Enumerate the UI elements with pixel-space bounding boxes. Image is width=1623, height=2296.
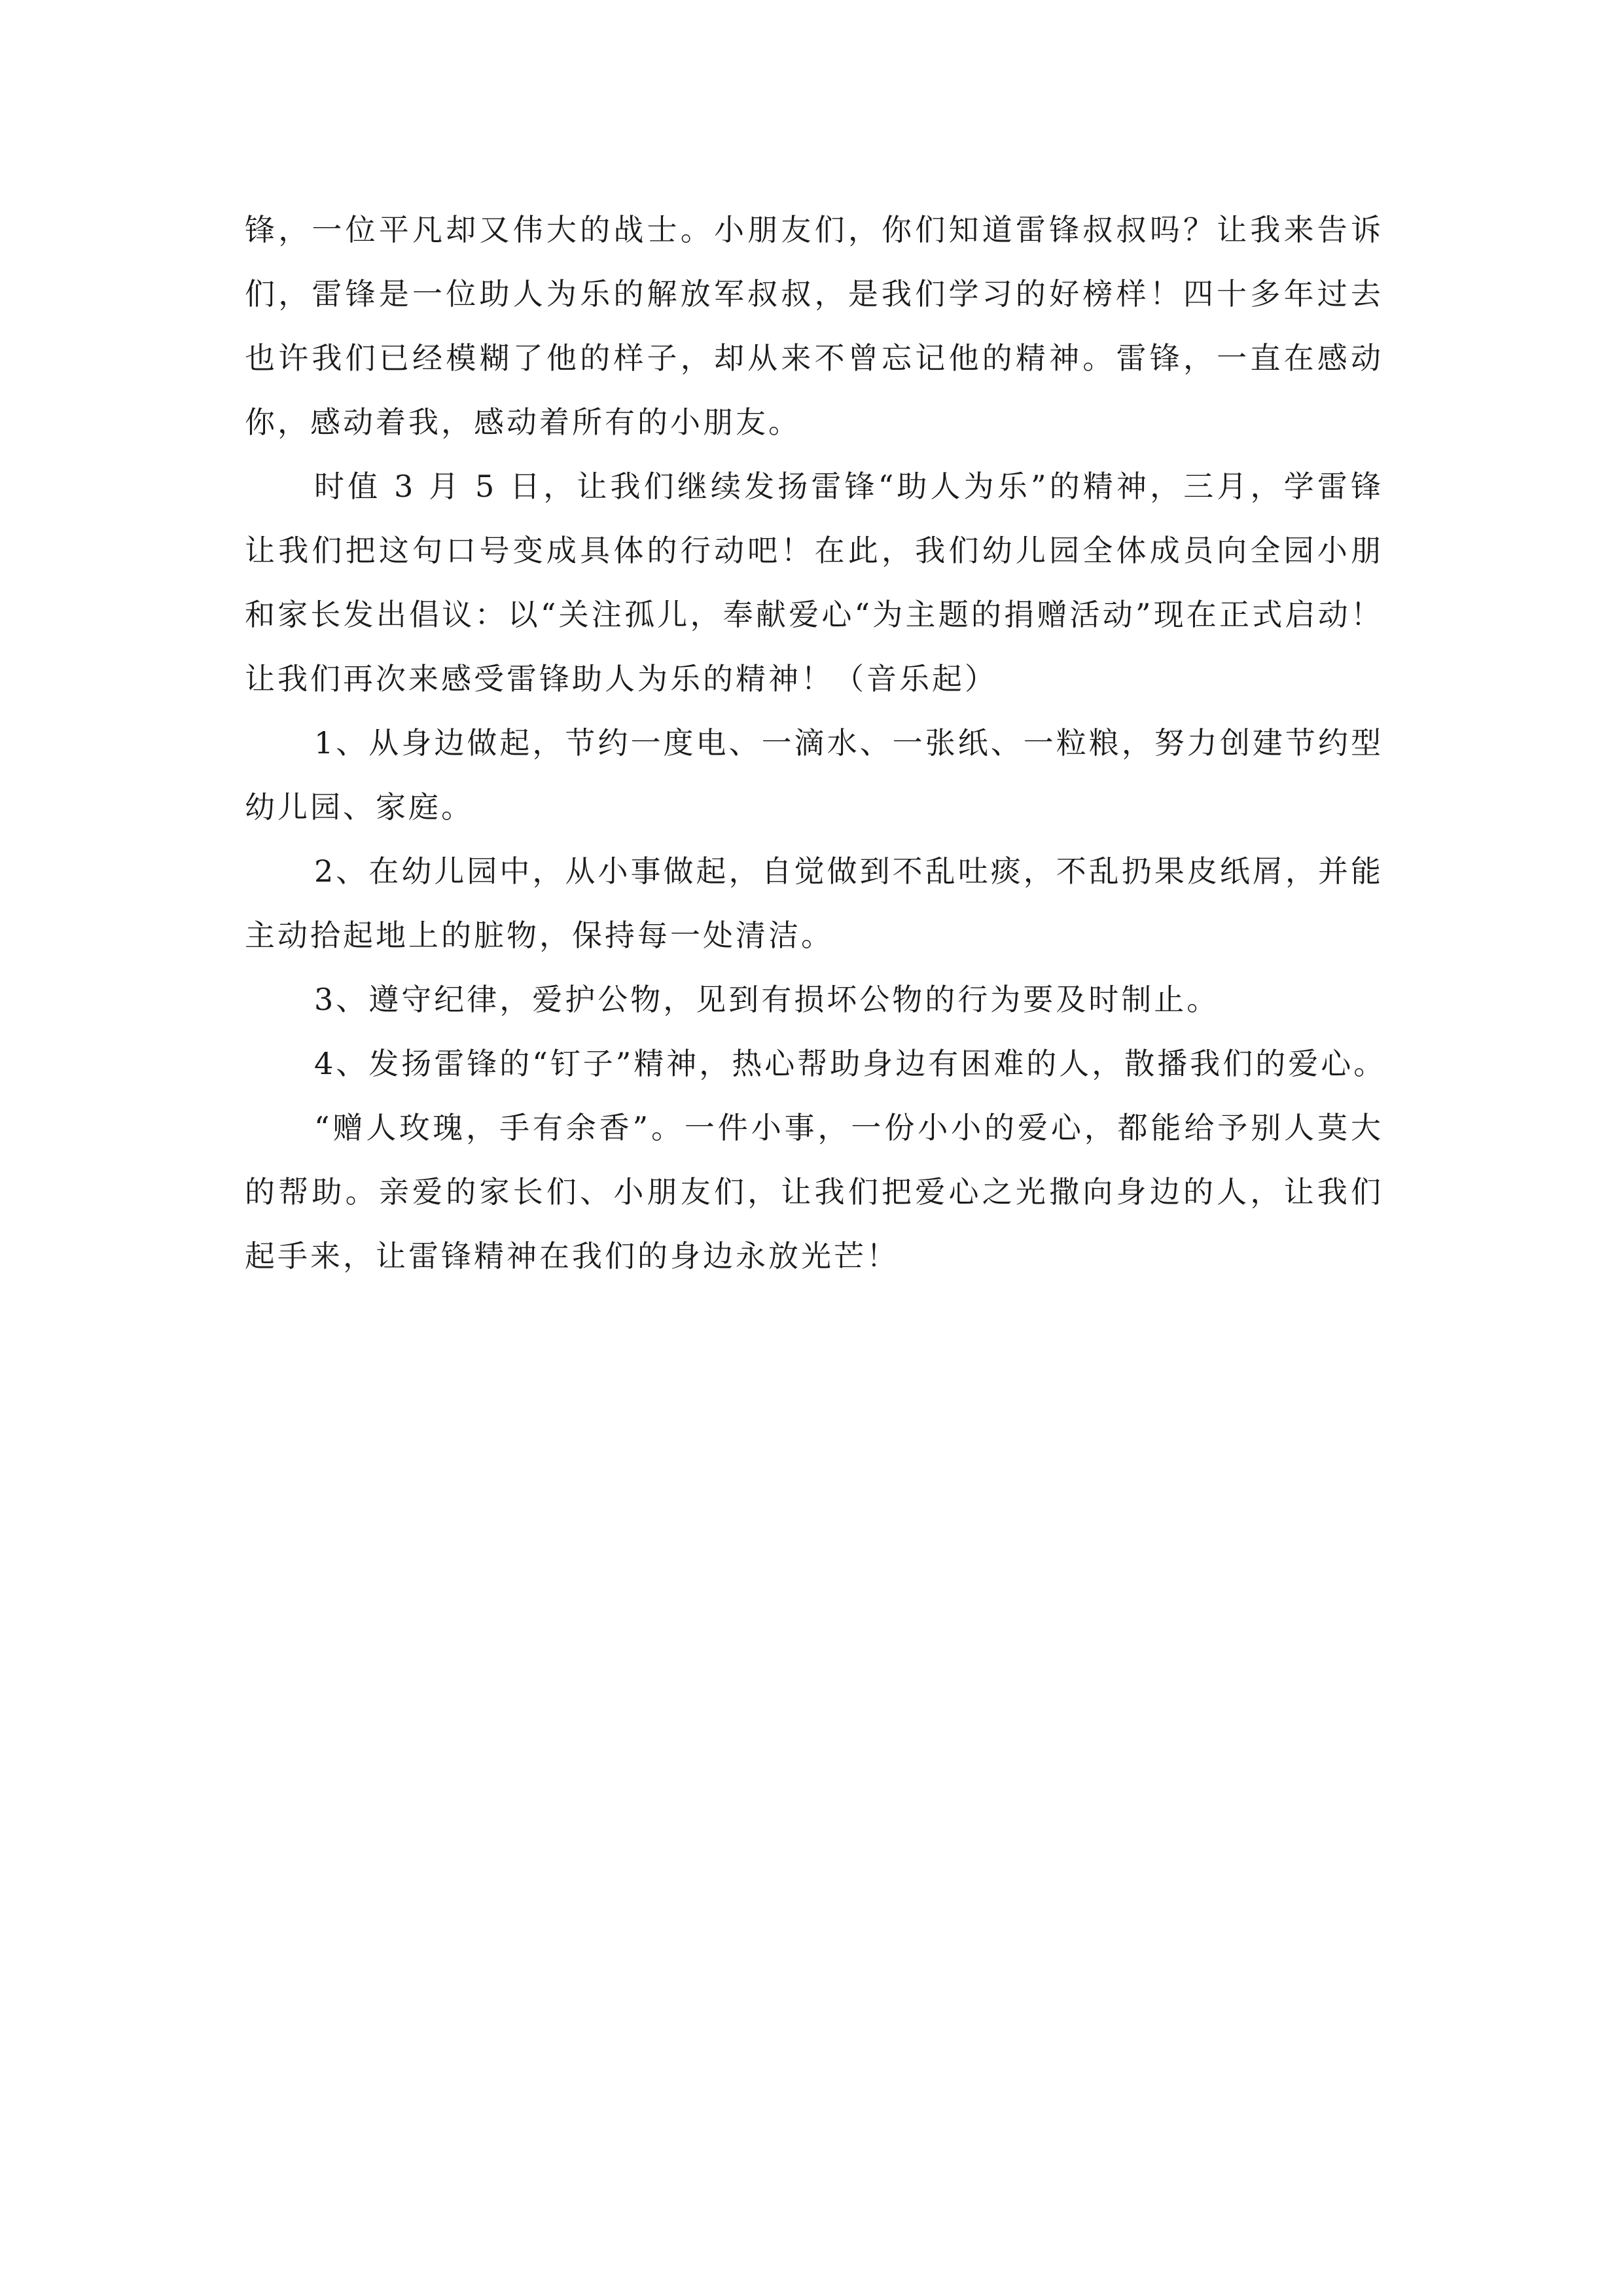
- text-line: 你，感动着我，感动着所有的小朋友。: [245, 404, 801, 440]
- text-line: 让我们把这句口号变成具体的行动吧！在此，我们幼儿园全体成员向全园小朋: [245, 533, 1383, 568]
- list-item-line: 主动拾起地上的脏物，保持每一处清洁。: [245, 918, 834, 953]
- text-line: 起手来，让雷锋精神在我们的身边永放光芒！: [245, 1238, 899, 1274]
- list-item-line: 2、在幼儿园中，从小事做起，自觉做到不乱吐痰，不乱扔果皮纸屑，并能: [314, 853, 1383, 889]
- text-line: 和家长发出倡议：以“关注孤儿，奉献爱心“为主题的捐赠活动”现在正式启动！: [245, 597, 1383, 632]
- list-item-line: 4、发扬雷锋的“钉子”精神，热心帮助身边有困难的人，散播我们的爱心。: [314, 1046, 1387, 1081]
- text-line: 的帮助。亲爱的家长们、小朋友们，让我们把爱心之光撒向身边的人，让我们: [245, 1174, 1383, 1210]
- text-line: 时值 3 月 5 日，让我们继续发扬雷锋“助人为乐”的精神，三月，学雷锋: [314, 469, 1383, 504]
- document-body: [245, 198, 1387, 1288]
- text-line: 锋，一位平凡却又伟大的战士。小朋友们，你们知道雷锋叔叔吗？让我来告诉: [245, 212, 1383, 247]
- text-line: 们，雷锋是一位助人为乐的解放军叔叔，是我们学习的好榜样！四十多年过去: [245, 276, 1383, 312]
- text-line: 也许我们已经模糊了他的样子，却从来不曾忘记他的精神。雷锋，一直在感动: [245, 340, 1383, 376]
- text-line: “赠人玫瑰，手有余香”。一件小事，一份小小的爱心，都能给予别人莫大: [314, 1110, 1383, 1145]
- list-item-line: 幼儿园、家庭。: [245, 789, 474, 825]
- text-line: 让我们再次来感受雷锋助人为乐的精神！（音乐起）: [245, 661, 997, 696]
- list-item-line: 3、遵守纪律，爱护公物，见到有损坏公物的行为要及时制止。: [314, 982, 1220, 1017]
- list-item-line: 1、从身边做起，节约一度电、一滴水、一张纸、一粒粮，努力创建节约型: [314, 725, 1383, 761]
